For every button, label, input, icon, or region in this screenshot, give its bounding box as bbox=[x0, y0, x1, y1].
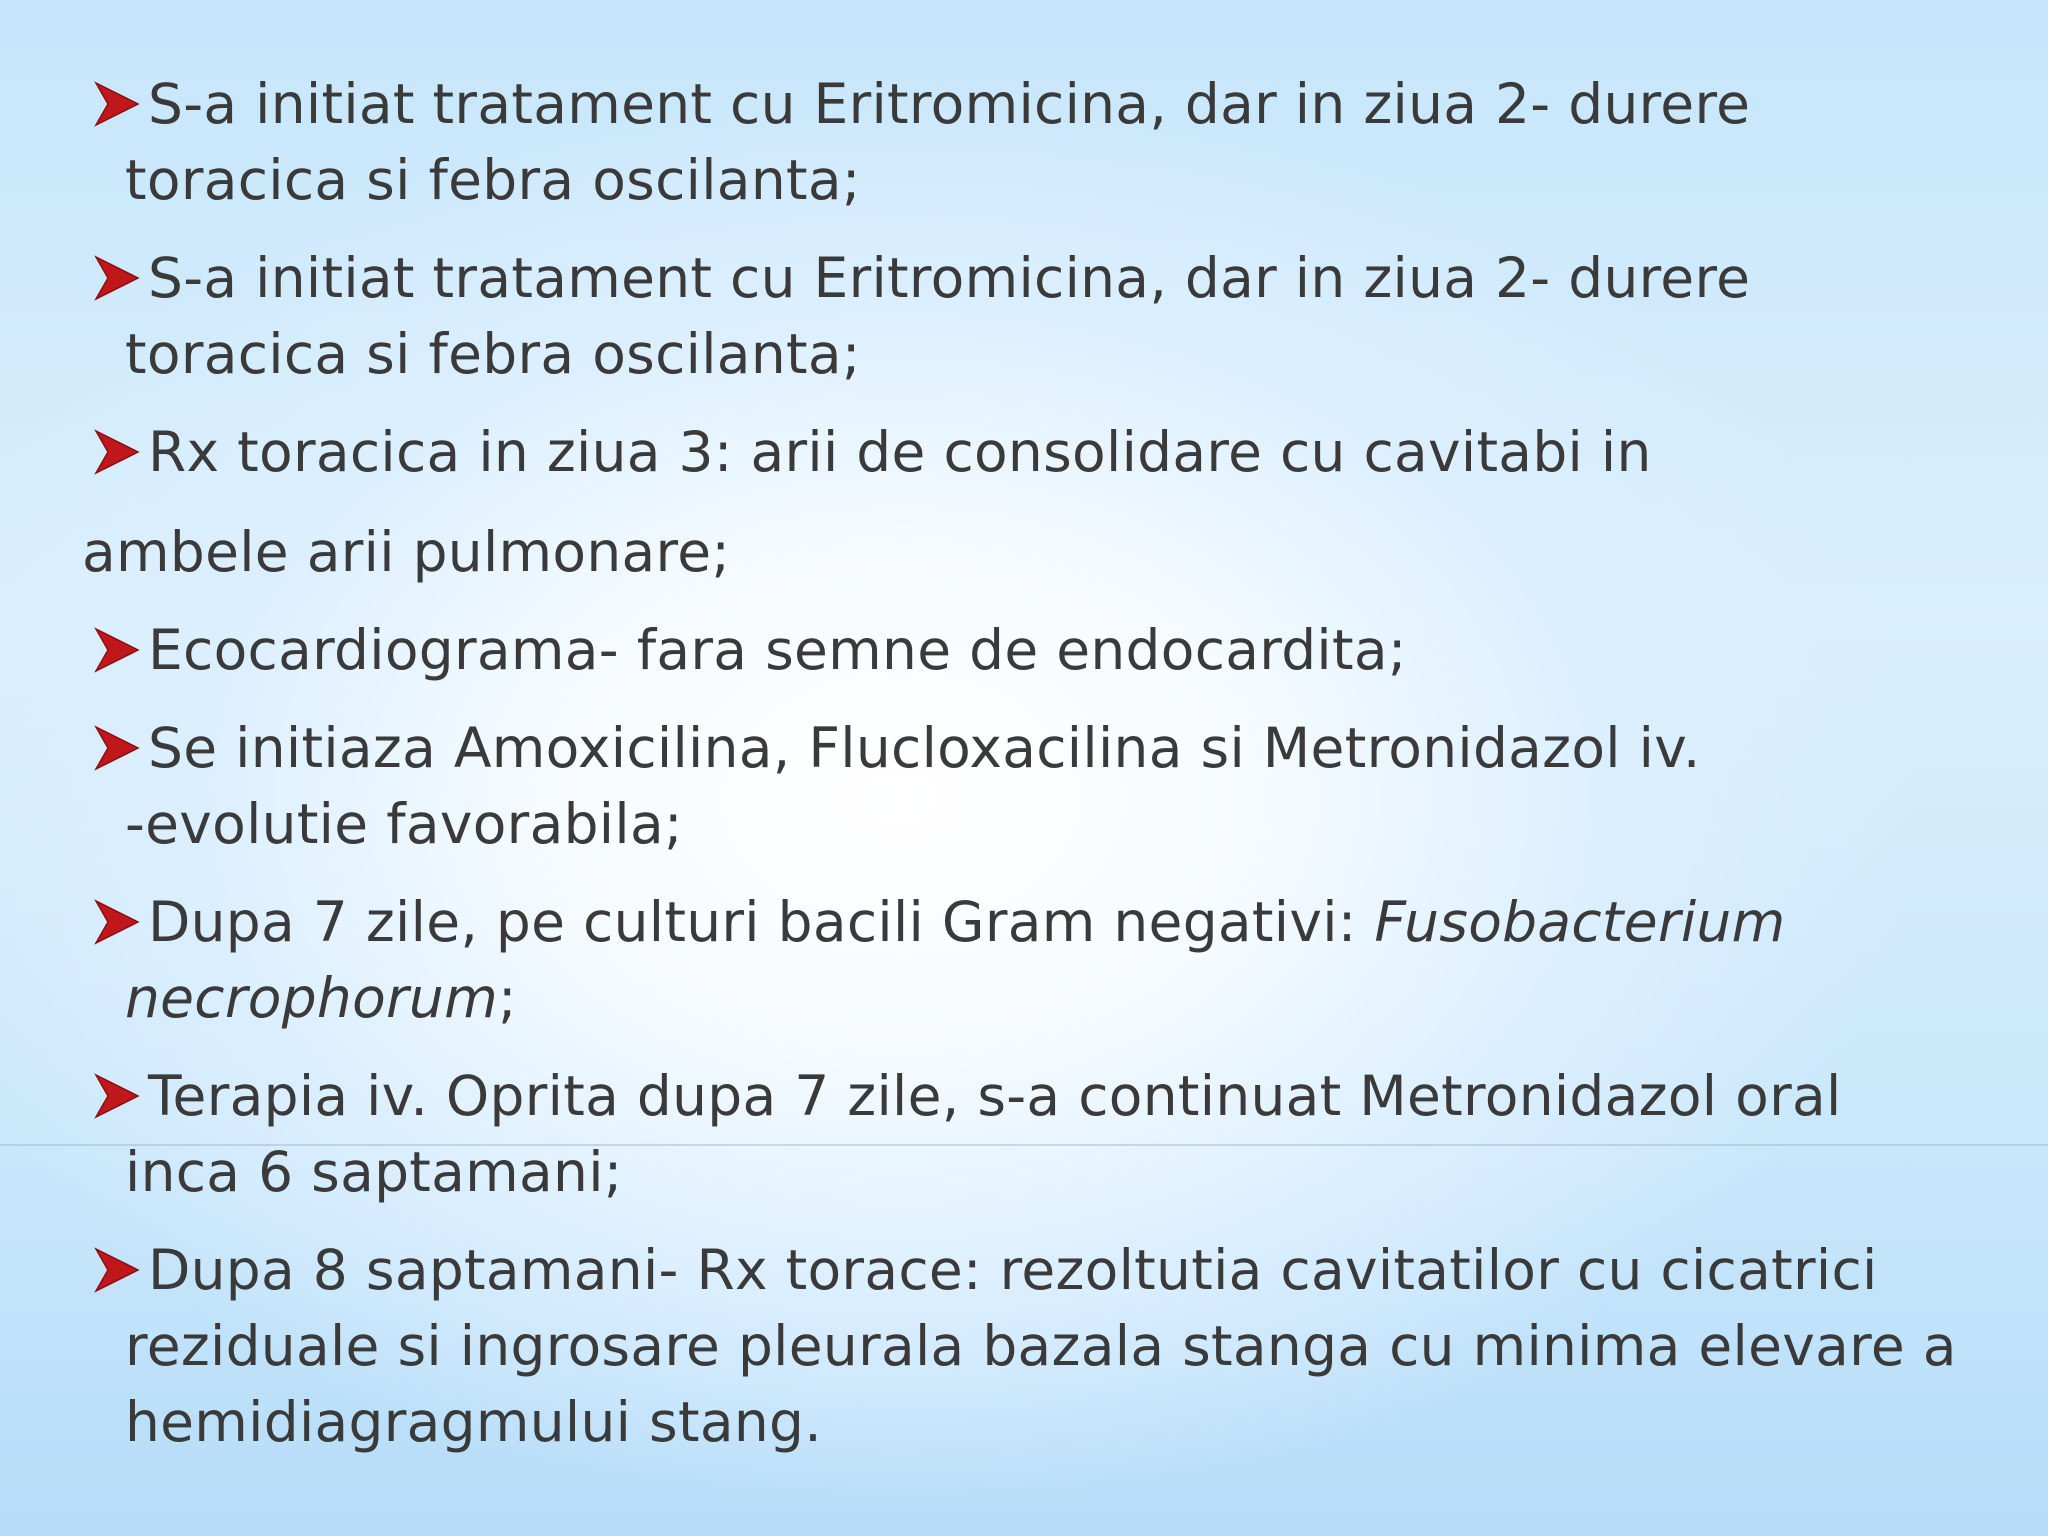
bullet-6-organism-species: necrophorum bbox=[125, 966, 498, 1030]
bullet-7-line-1: Terapia iv. Oprita dupa 7 zile, s-a continuat Metronidazol oral bbox=[148, 1064, 1842, 1128]
bullet-6-line-2 bbox=[125, 960, 1785, 1036]
bullet-item-3 bbox=[148, 414, 1652, 490]
arrow-bullet-icon bbox=[92, 253, 142, 303]
bullet-8-line-2: reziduale si ingrosare pleurala bazala stanga cu minima elevare a bbox=[125, 1314, 1957, 1378]
arrow-bullet-icon bbox=[92, 79, 142, 129]
bullet-8-line-1: Dupa 8 saptamani- Rx torace: rezoltutia cavitatilor cu cicatrici bbox=[148, 1238, 1878, 1302]
bullet-2-line-2: toracica si febra oscilanta; bbox=[125, 322, 861, 386]
bullet-4-line-1: Ecocardiograma- fara semne de endocardita; bbox=[148, 618, 1407, 682]
bullet-7-line-2: inca 6 saptamani; bbox=[125, 1140, 623, 1204]
arrow-bullet-icon bbox=[92, 723, 142, 773]
bullet-6-line-1 bbox=[148, 884, 1785, 960]
arrow-bullet-icon bbox=[92, 427, 142, 477]
bullet-item-4 bbox=[148, 612, 1407, 688]
arrow-bullet-icon bbox=[92, 897, 142, 947]
arrow-bullet-icon bbox=[92, 625, 142, 675]
bullet-1-line-2: toracica si febra oscilanta; bbox=[125, 148, 861, 212]
arrow-bullet-icon bbox=[92, 1245, 142, 1295]
bullet-6-text: Dupa 7 zile, pe culturi bacili Gram negativi: bbox=[148, 890, 1375, 954]
bullet-item-1 bbox=[125, 66, 1751, 218]
bullet-2-line-1: S-a initiat tratament cu Eritromicina, dar in ziua 2- durere bbox=[148, 246, 1751, 310]
bullet-item-7 bbox=[125, 1058, 1842, 1210]
bullet-6-suffix: ; bbox=[497, 966, 517, 1030]
bullet-6-organism-genus: Fusobacterium bbox=[1374, 890, 1786, 954]
bullet-item-2 bbox=[125, 240, 1751, 392]
bullet-8-line-3: hemidiagragmului stang. bbox=[125, 1390, 823, 1454]
bullet-5-line-2: -evolutie favorabila; bbox=[125, 792, 683, 856]
bullet-item-6 bbox=[125, 884, 1786, 1036]
bullet-3-continuation: ambele arii pulmonare; bbox=[82, 520, 731, 584]
bullet-item-5 bbox=[125, 710, 1701, 862]
bullet-5-line-1: Se initiaza Amoxicilina, Flucloxacilina si Metronidazol iv. bbox=[148, 716, 1701, 780]
bullet-item-8 bbox=[125, 1232, 1957, 1460]
bullet-1-line-1: S-a initiat tratament cu Eritromicina, dar in ziua 2- durere bbox=[148, 72, 1751, 136]
bullet-3-line-1: Rx toracica in ziua 3: arii de consolidare cu cavitabi in bbox=[148, 420, 1652, 484]
arrow-bullet-icon bbox=[92, 1071, 142, 1121]
